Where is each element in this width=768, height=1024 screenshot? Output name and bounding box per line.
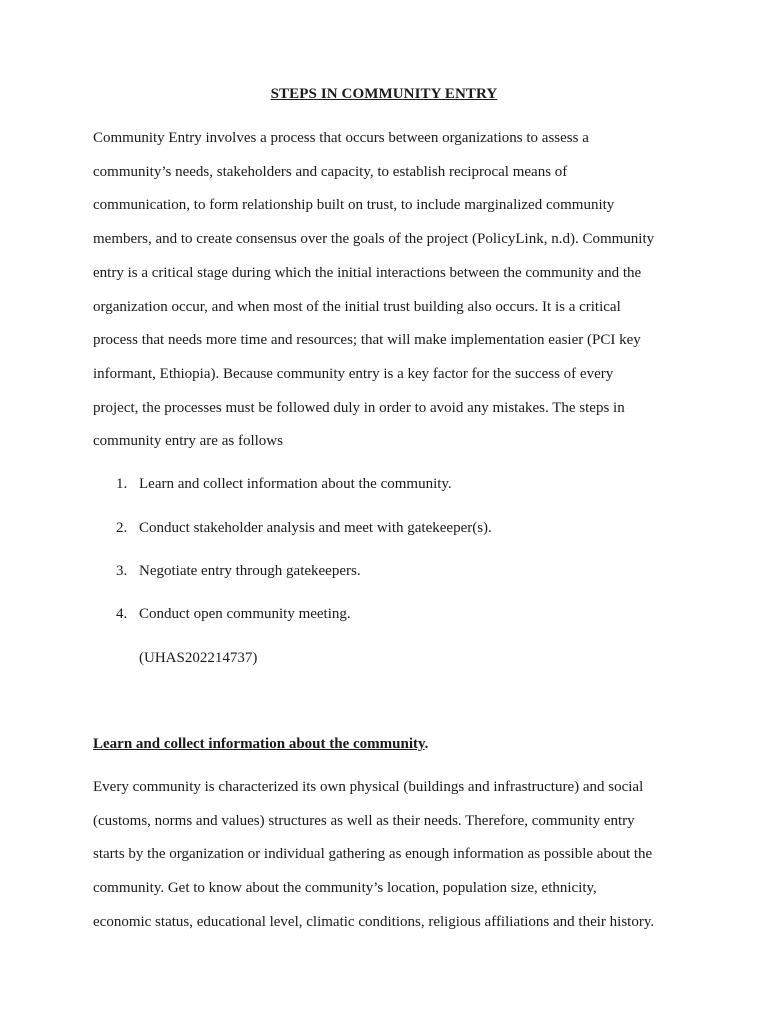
intro-paragraph — [93, 122, 683, 459]
paragraph-line: Community Entry involves a process that occurs between organizations to assess a — [93, 130, 589, 146]
list-number: 3. — [116, 563, 128, 579]
paragraph-line: community’s needs, stakeholders and capacity, to establish reciprocal means of — [93, 163, 568, 180]
paragraph-line: entry is a critical stage during which the initial interactions between the community and the — [93, 264, 642, 281]
section-paragraph — [93, 771, 683, 940]
paragraph-line: organization occur, and when most of the initial trust building also occurs. It is a critical — [93, 298, 621, 315]
page-title: STEPS IN COMMUNITY ENTRY — [270, 86, 498, 102]
list-number: 1. — [116, 476, 128, 492]
paragraph-line: process that needs more time and resources; that will make implementation easier (PCI key — [93, 332, 641, 349]
list-text: Negotiate entry through gatekeepers. — [139, 563, 361, 579]
section-heading — [93, 734, 428, 754]
paragraph-line: community entry are as follows — [93, 433, 283, 450]
paragraph-line: Every community is characterized its own physical (buildings and infrastructure) and social — [93, 779, 644, 795]
list-number: 4. — [116, 606, 128, 622]
paragraph-line: project, the processes must be followed duly in order to avoid any mistakes. The steps in — [93, 399, 625, 416]
list-text: Conduct stakeholder analysis and meet with gatekeeper(s). — [139, 520, 492, 536]
paragraph-line: community. Get to know about the community’s location, population size, ethnicity, — [93, 880, 597, 897]
list-text: Learn and collect information about the community. — [139, 476, 452, 492]
citation: (UHAS202214737) — [139, 650, 258, 666]
paragraph-line: communication, to form relationship built on trust, to include marginalized community — [93, 197, 615, 214]
paragraph-line: economic status, educational level, climatic conditions, religious affiliations and their history. — [93, 913, 655, 930]
paragraph-line: starts by the organization or individual gathering as enough information as possible about the — [93, 846, 653, 863]
list-text: Conduct open community meeting. — [139, 606, 351, 622]
paragraph-line: informant, Ethiopia). Because community entry is a key factor for the success of every — [93, 365, 614, 382]
section-heading-text: Learn and collect information about the community — [93, 736, 425, 752]
list-number: 2. — [116, 520, 128, 536]
paragraph-line: (customs, norms and values) structures as well as their needs. Therefore, community entry — [93, 812, 635, 829]
section-heading-punct: . — [424, 736, 429, 752]
paragraph-line: members, and to create consensus over the goals of the project (PolicyLink, n.d). Community — [93, 231, 655, 248]
